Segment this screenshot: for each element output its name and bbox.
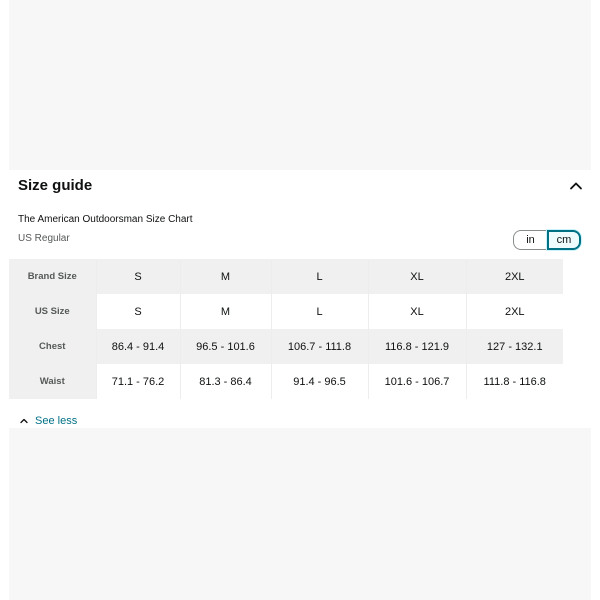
- size-guide-header: [18, 176, 584, 198]
- unit-toggle: [513, 230, 581, 250]
- table-cell: L: [271, 259, 368, 294]
- table-cell: M: [180, 294, 271, 329]
- unit-option-in[interactable]: in: [513, 230, 547, 250]
- table-cell: 2XL: [504, 305, 525, 318]
- table-cell: 2XL: [466, 259, 563, 294]
- size-chart-subtitle: US Regular: [18, 233, 70, 244]
- table-row-brand-size: [9, 259, 563, 294]
- table-cell: 111.8 - 116.8: [483, 375, 546, 388]
- chevron-up-icon: [568, 178, 584, 194]
- table-cell: 101.6 - 106.7: [368, 364, 466, 399]
- table-cell: XL: [368, 259, 466, 294]
- size-table: [9, 259, 563, 399]
- row-label: Brand Size: [9, 259, 96, 294]
- size-guide-title: Size guide: [18, 177, 93, 194]
- row-label: Waist: [9, 364, 96, 399]
- row-label: US Size: [9, 294, 96, 329]
- row-label: Chest: [9, 329, 96, 364]
- table-row-waist: [9, 364, 563, 399]
- table-cell: 86.4 - 91.4: [96, 329, 180, 364]
- size-chart-title: The American Outdoorsman Size Chart: [18, 214, 193, 225]
- see-less-link[interactable]: [20, 413, 77, 429]
- table-cell: 91.4 - 96.5: [271, 364, 368, 399]
- table-cell: L: [271, 294, 368, 329]
- chevron-up-icon: [20, 417, 28, 425]
- collapse-button[interactable]: [568, 178, 584, 194]
- table-cell: S: [96, 259, 180, 294]
- see-less-label: See less: [35, 415, 78, 427]
- table-cell: XL: [368, 294, 466, 329]
- table-row-us-size: [9, 294, 563, 329]
- content-placeholder-top: [9, 0, 591, 170]
- content-placeholder-bottom: [9, 428, 591, 600]
- table-cell: 81.3 - 86.4: [180, 364, 271, 399]
- unit-option-cm[interactable]: cm: [547, 230, 581, 250]
- table-cell: 106.7 - 111.8: [271, 329, 368, 364]
- table-cell: 116.8 - 121.9: [368, 329, 466, 364]
- table-cell: S: [96, 294, 180, 329]
- table-cell: M: [180, 259, 271, 294]
- table-cell: 96.5 - 101.6: [180, 329, 271, 364]
- table-cell: 71.1 - 76.2: [96, 364, 180, 399]
- table-cell: 127 - 132.1: [466, 329, 563, 364]
- table-row-chest: [9, 329, 563, 364]
